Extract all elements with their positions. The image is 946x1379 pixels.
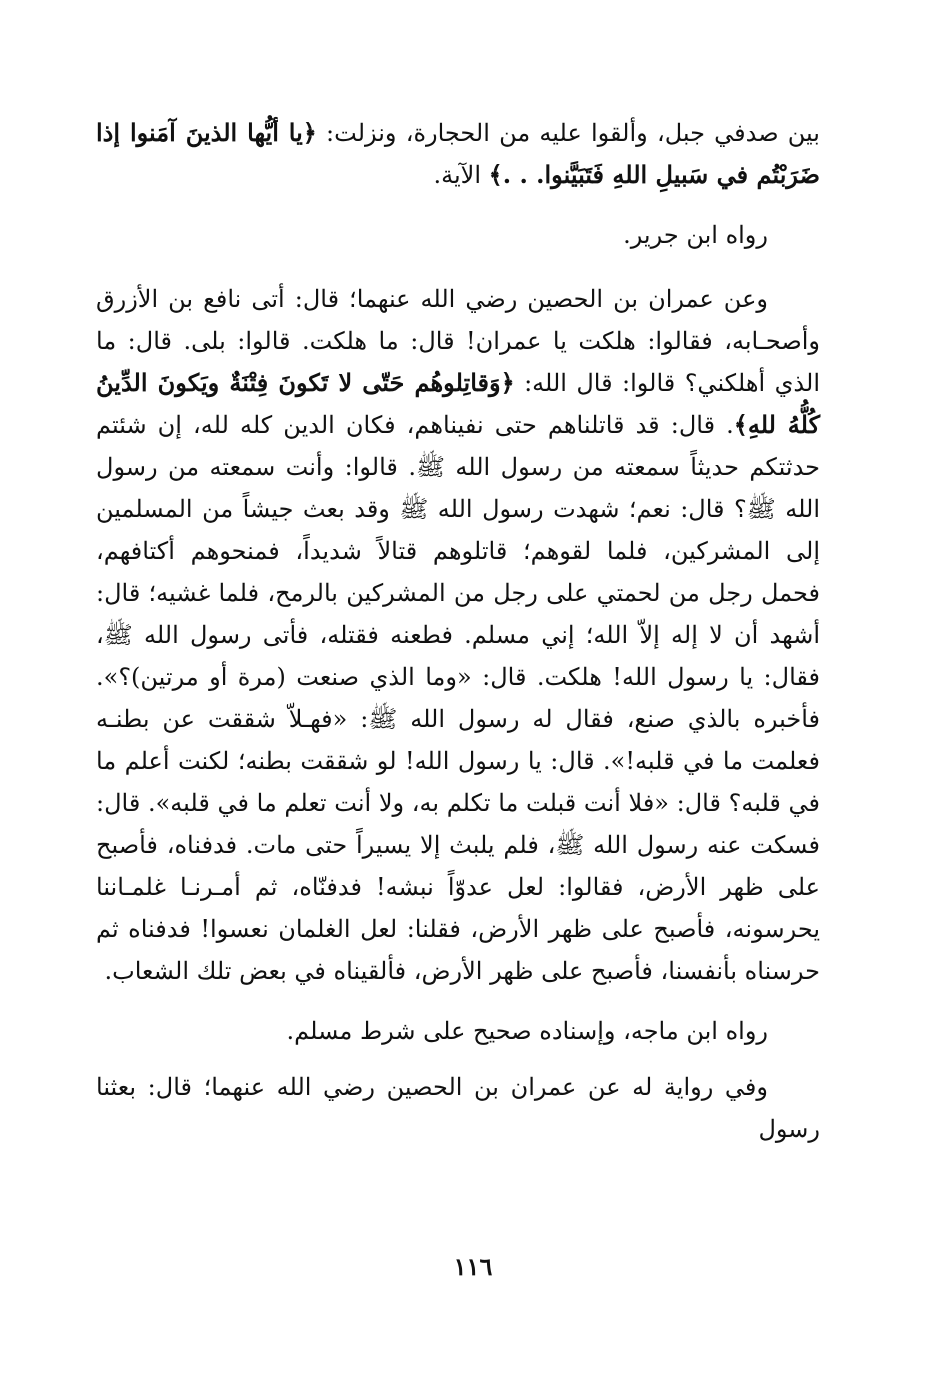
paragraph-text: . قال: قد قاتلناهم حتى نفيناهم، فكان الدين كله لله، إن شئتم حدثتكم حديثاً سمعته من رسول الله ﷺ. قالوا: وأنت سمعته من رسول الله ﷺ؟ قال: نعم؛ شهدت رسول الله ﷺ وقد بعث جيشاً من المسلمين إلى المشركين، فلما لقوهم؛ قاتلوهم قتالاً شديداً، فمنحوهم أكتافهم، فحمل رجل من لحمتي على رجل من المشركين بالرمح، فلما غشيه؛ قال: أشهد أن لا إله إلاّ الله؛ إني مسلم. فطعنه فقتله، فأتى رسول الله ﷺ، فقال: يا رسول الله! هلكت. قال: «وما الذي صنعت (مرة أو مرتين)؟». فأخبره بالذي صنع، فقال له رسول الله ﷺ: «فهـلاّ شققت عن بطنـه فعلمت ما في قلبه!». قال: يا رسول الله! لو شققت بطنه؛ لكنت أعلم ما في قلبه؟ قال: «فلا أنت قبلت ما تكلم به، ولا أنت تعلم ما في قلبه». قال: فسكت عنه رسول الله ﷺ، فلم يلبث إلا يسيراً حتى مات. فدفناه، فأصبح على ظهر الأرض، فقالوا: لعل عدوّاً نبشه! فدفنّاه، ثم أمـرنـا غلمـاننا يحرسونه، فأصبح على ظهر الأرض، فقلنا: لعل الغلمان نعسوا! فدفناه ثم حرسناه بأنفسنا، فأصبح على ظهر الأرض، فألقيناه في بعض تلك الشعاب. — [96, 411, 820, 985]
page-body — [96, 112, 820, 1150]
quran-verse: ﴿يا أيُّها الذينَ آمَنوا إذا ضَرَبْتُم في سَبيلِ اللهِ فَتَبَيَّنوا. . .﴾ — [96, 118, 820, 189]
page-number: ١١٦ — [453, 1252, 493, 1281]
narration-paragraph: وفي رواية له عن عمران بن الحصين رضي الله عنهما؛ قال: بعثنا رسول — [96, 1073, 820, 1143]
paragraph-text: الآية. — [433, 161, 489, 189]
paragraph-verse-context — [96, 112, 820, 196]
source-citation: رواه ابن ماجه، وإسناده صحيح على شرط مسلم. — [286, 1017, 768, 1045]
quran-verse: ﴿وَقاتِلوهُم حَتّى لا تَكونَ فِتْنَةٌ ويَكونَ الدِّينُ كُلُّهُ للهِ﴾ — [96, 368, 821, 439]
hadith-paragraph — [96, 278, 820, 992]
paragraph-text: وعن عمران بن الحصين رضي الله عنهما؛ قال: أتى نافع بن الأزرق وأصحـابه، فقالوا: هلكت يا عمران! قال: ما هلكت. قالوا: بلى. قال: ما الذي أهلكني؟ قالوا: قال الله: — [96, 285, 820, 397]
paragraph-text: بين صدفي جبل، وألقوا عليه من الحجارة، ونزلت: — [316, 119, 820, 147]
source-citation: رواه ابن جرير. — [623, 221, 768, 249]
